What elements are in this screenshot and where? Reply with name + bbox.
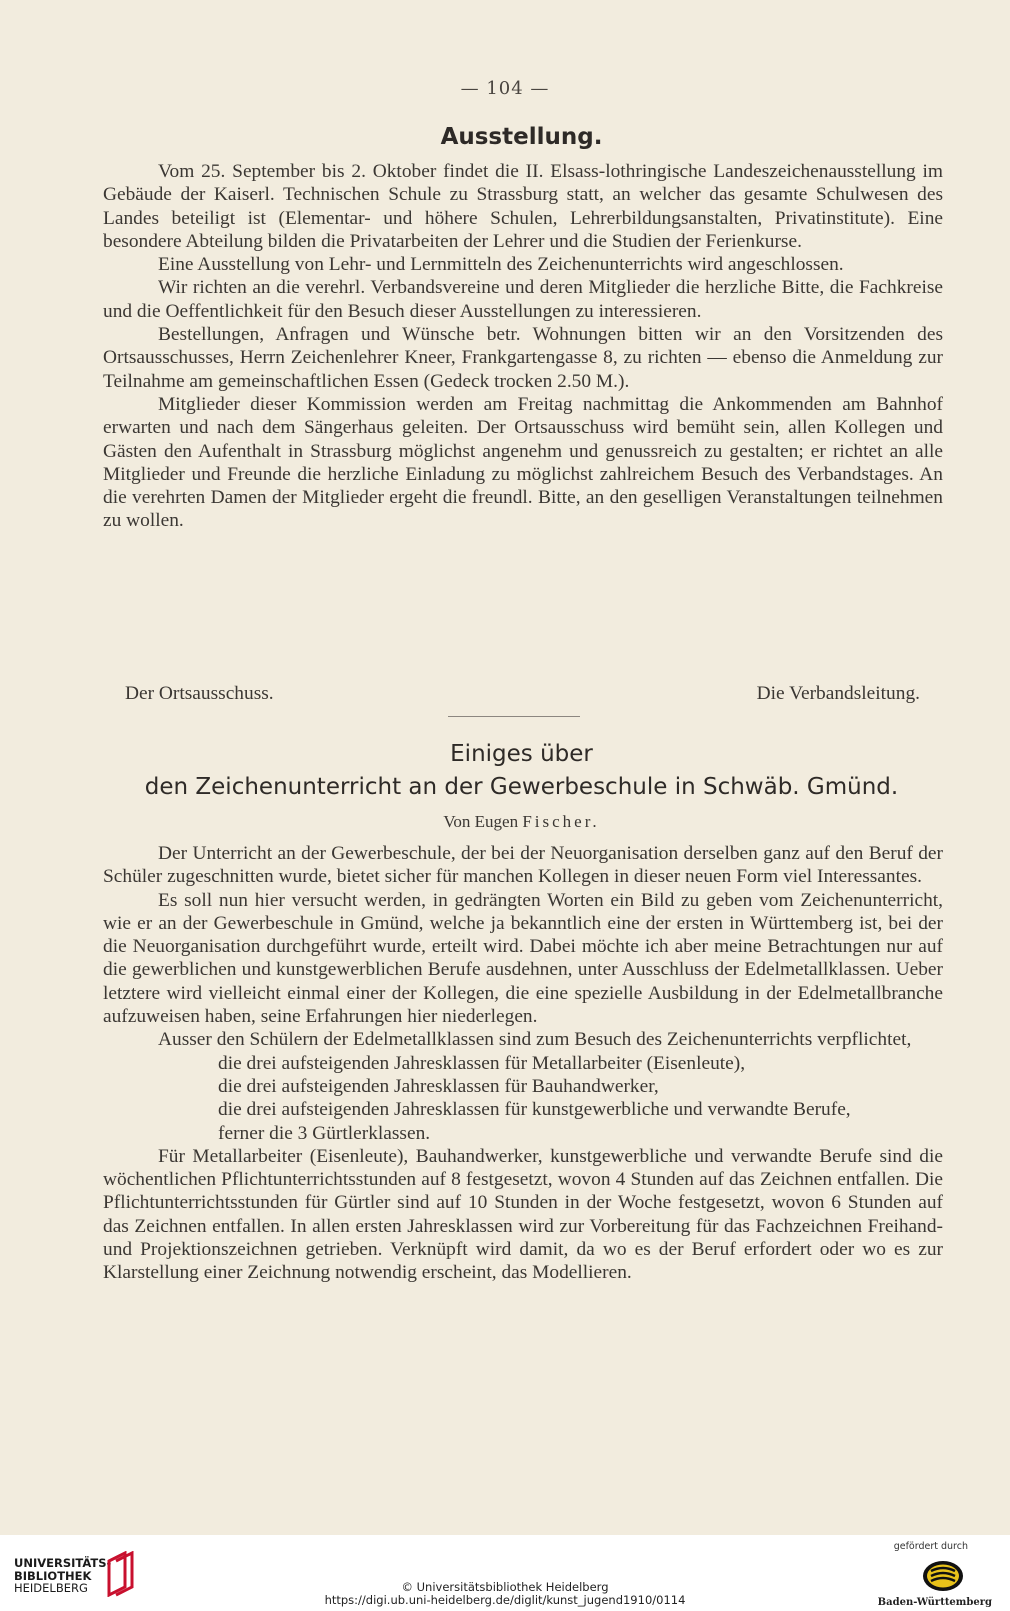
signatures	[125, 683, 920, 705]
section-divider	[448, 716, 580, 717]
byline	[0, 812, 1010, 832]
funded-by-label: gefördert durch	[893, 1541, 968, 1552]
class-list	[103, 1052, 943, 1145]
section-zeichenunterricht-body	[103, 842, 943, 1285]
paragraph: Eine Ausstellung von Lehr- und Lernmitteln des Zeichenunterrichts wird angeschlossen.	[158, 254, 844, 276]
permalink-url[interactable]: https://digi.ub.uni-heidelberg.de/diglit/kunst_jugend1910/0114	[324, 1593, 686, 1607]
page-number: — 104 —	[460, 78, 550, 99]
baden-wuerttemberg-emblem-icon	[921, 1559, 965, 1593]
signature-verbandsleitung: Die Verbandsleitung.	[756, 683, 920, 704]
paragraph: Bestellungen, Anfragen und Wünsche betr. Wohnungen bitten wir an den Vorsitzenden des Ortsausschusses, Herrn Zeichenlehrer Kneer, Frankgartengasse 8, zu richten — ebenso die Anmeldung zur Teilnahme am gemeinschaftlichen Essen (Gedeck trocken 2.50 M.).	[103, 324, 943, 392]
copyright-text: © Universitätsbibliothek Heidelberg	[401, 1580, 609, 1594]
footer-bar	[0, 1535, 1010, 1611]
byline-author: Fischer.	[522, 812, 600, 831]
list-item: ferner die 3 Gürtlerklassen.	[218, 1122, 431, 1144]
library-name-line1: UNIVERSITÄTS-	[14, 1556, 112, 1570]
library-name-line3: HEIDELBERG	[14, 1581, 88, 1595]
list-item: die drei aufsteigenden Jahresklassen für Metallarbeiter (Eisenleute),	[218, 1052, 746, 1074]
section-title-line2: den Zeichenunterricht an der Gewerbeschule in Schwäb. Gmünd.	[144, 774, 899, 800]
list-item: die drei aufsteigenden Jahresklassen für Bauhandwerker,	[218, 1075, 659, 1097]
paragraph: Für Metallarbeiter (Eisenleute), Bauhandwerker, kunstgewerbliche und verwandte Berufe sind die wöchentlichen Pflichtunterrichtsstunden auf 8 festgesetzt, wovon 4 Stunden auf das Zeichnen entfallen. Die Pflichtunterrichtsstunden für Gürtler sind auf 10 Stunden in der Woche festgesetzt, wovon 6 Stunden auf das Zeichnen entfallen. In allen ersten Jahresklassen wird zur Vorbereitung für das Fachzeichnen Freihand- und Projektionszeichnen getrieben. Verknüpft wird damit, da wo es der Beruf erfordert oder wo es zur Klarstellung einer Zeichnung notwendig erscheint, das Modellieren.	[103, 1145, 943, 1284]
paragraph: Es soll nun hier versucht werden, in gedrängten Worten ein Bild zu geben vom Zeichenunterricht, wie er an der Gewerbeschule in Gmünd, welche ja bekanntlich eine der ersten in Württemberg ist, bei der die Neuorganisation durchgeführt wurde, erteilt wird. Dabei möchte ich aber meine Betrachtungen nur auf die gewerblichen und kunstgewerblichen Berufe ausdehnen, unter Ausschluss der Edelmetallklassen. Ueber letztere wird vielleicht einmal einer der Kollegen, die eine spezielle Ausbildung in der Edelmetallbranche aufzuweisen haben, seine Erfahrungen hier niederlegen.	[103, 889, 943, 1028]
section-title-line1: Einiges über	[450, 741, 593, 767]
section-title-ausstellung: Ausstellung.	[440, 124, 603, 150]
signature-ortsausschuss: Der Ortsausschuss.	[125, 683, 274, 704]
funder-name: Baden-Württemberg	[877, 1597, 992, 1608]
paragraph: Mitglieder dieser Kommission werden am Freitag nachmittag die Ankommenden am Bahnhof erwarten und nach dem Sängerhaus geleiten. Der Ortsausschuss wird bemüht sein, allen Kollegen und Gästen den Aufenthalt in Strassburg möglichst angenehm und genussreich zu gestalten; er richtet an alle Mitglieder und Freunde die herzliche Einladung zu möglichst zahlreichem Besuch des Verbandstages. An die verehrten Damen der Mitglieder ergeht die freundl. Bitte, an den geselligen Veranstaltungen teilnehmen zu wollen.	[103, 393, 943, 532]
list-item: die drei aufsteigenden Jahresklassen für kunstgewerbliche und verwandte Berufe,	[218, 1099, 851, 1121]
paragraph: Vom 25. September bis 2. Oktober findet die II. Elsass-lothringische Landeszeichenausstellung im Gebäude der Kaiserl. Technischen Schule zu Strassburg statt, an welcher das gesamte Schulwesen des Landes beteiligt ist (Elementar- und höhere Schulen, Lehrerbildungsanstalten, Privatinstitute). Eine besondere Abteilung bilden die Privatarbeiten der Lehrer und die Studien der Ferienkurse.	[103, 161, 943, 252]
section-ausstellung-body	[103, 160, 943, 533]
library-name-line2: BIBLIOTHEK	[14, 1568, 92, 1583]
copyright-block	[0, 1581, 1010, 1607]
paragraph: Wir richten an die verehrl. Verbandsvereine und deren Mitglieder die herzliche Bitte, die Fachkreise und die Oeffentlichkeit für den Besuch dieser Ausstellungen zu interessieren.	[103, 277, 943, 322]
paragraph: Ausser den Schülern der Edelmetallklassen sind zum Besuch des Zeichenunterrichts verpflichtet,	[158, 1029, 912, 1051]
paragraph: Der Unterricht an der Gewerbeschule, der bei der Neuorganisation derselben ganz auf den Beruf der Schüler zugeschnitten wurde, bietet sicher für manchen Kollegen in dieser neuen Form viel Interessantes.	[103, 843, 943, 888]
byline-prefix: Von Eugen	[443, 812, 523, 831]
